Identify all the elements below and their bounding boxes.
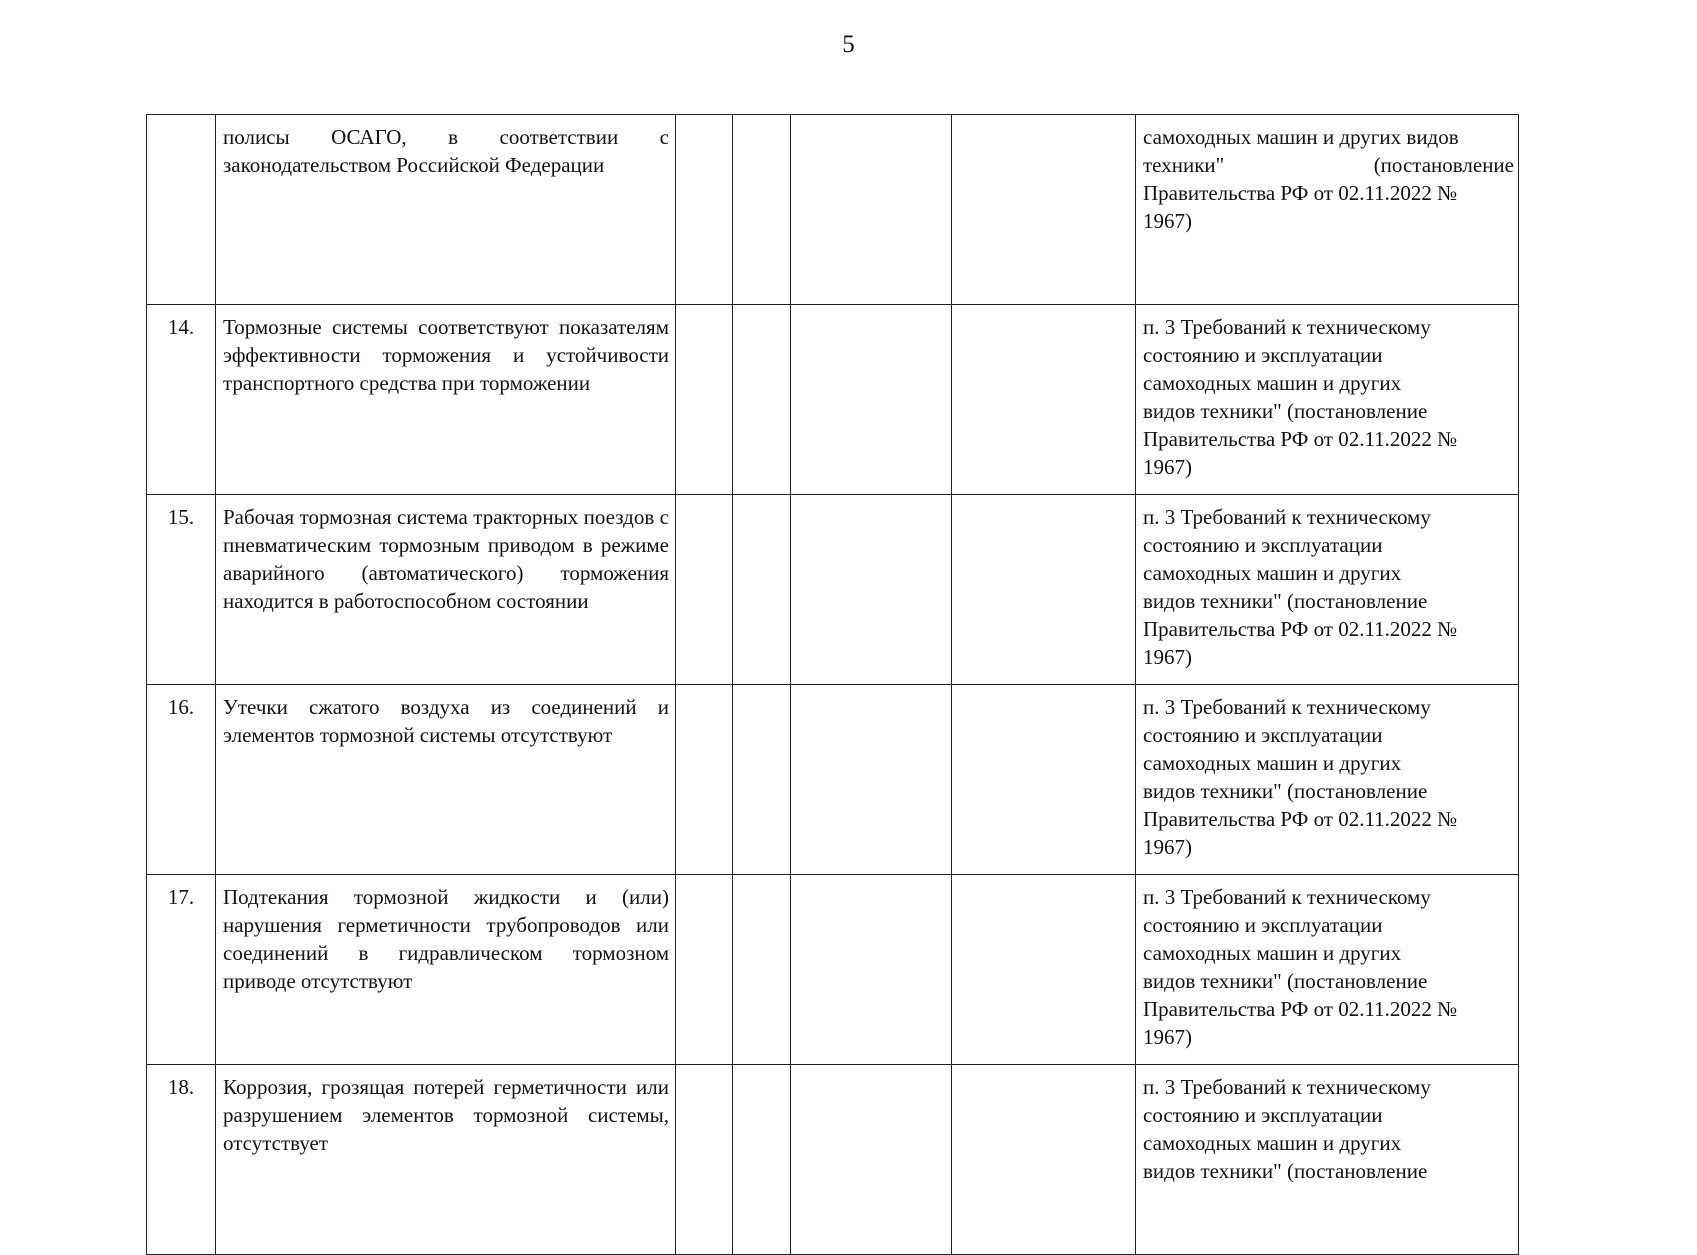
not-applicable-cell <box>791 875 952 1065</box>
answer-yes-cell <box>676 115 733 305</box>
table-row <box>147 685 1519 875</box>
legal-reference-word: (постановление <box>1373 153 1514 177</box>
note-cell <box>952 495 1136 685</box>
legal-reference-line: состоянию и эксплуатации <box>1143 913 1383 937</box>
legal-reference-line: Правительства РФ от 02.11.2022 № <box>1143 181 1458 205</box>
answer-no-cell <box>733 875 791 1065</box>
legal-reference-line: 1967) <box>1143 209 1192 233</box>
legal-reference-line: Правительства РФ от 02.11.2022 № <box>1143 997 1458 1021</box>
note-cell <box>952 875 1136 1065</box>
legal-reference <box>1136 495 1519 685</box>
legal-reference-line: самоходных машин и других <box>1143 561 1402 585</box>
legal-reference-line: п. 3 Требований к техническому <box>1143 315 1431 339</box>
checklist-table <box>146 114 1519 1255</box>
not-applicable-cell <box>791 305 952 495</box>
legal-reference-line: видов техники" (постановление <box>1143 779 1428 803</box>
legal-reference-line: самоходных машин и других <box>1143 1131 1402 1155</box>
legal-reference-line: Правительства РФ от 02.11.2022 № <box>1143 427 1458 451</box>
requirement-text: Тормозные системы соответствуют показателям эффективности торможения и устойчивости транспортного средства при торможении <box>216 305 676 495</box>
table-body <box>147 115 1519 1255</box>
row-number <box>147 115 216 305</box>
legal-reference <box>1136 875 1519 1065</box>
note-cell <box>952 1065 1136 1255</box>
answer-no-cell <box>733 1065 791 1255</box>
legal-reference-line: самоходных машин и других <box>1143 751 1402 775</box>
legal-reference-line: 1967) <box>1143 835 1192 859</box>
legal-reference-line <box>1143 151 1514 179</box>
not-applicable-cell <box>791 1065 952 1255</box>
answer-no-cell <box>733 115 791 305</box>
legal-reference-line: самоходных машин и других <box>1143 941 1402 965</box>
legal-reference-line: самоходных машин и других видов <box>1143 125 1459 149</box>
note-cell <box>952 115 1136 305</box>
answer-no-cell <box>733 685 791 875</box>
legal-reference-line: видов техники" (постановление <box>1143 1159 1428 1183</box>
legal-reference-line: 1967) <box>1143 1025 1192 1049</box>
legal-reference-line: состоянию и эксплуатации <box>1143 1103 1383 1127</box>
page-number: 5 <box>842 31 855 58</box>
row-number: 15. <box>147 495 216 685</box>
not-applicable-cell <box>791 685 952 875</box>
checklist-table-wrapper <box>146 114 1518 1183</box>
legal-reference-line: п. 3 Требований к техническому <box>1143 505 1431 529</box>
legal-reference-line: состоянию и эксплуатации <box>1143 343 1383 367</box>
answer-yes-cell <box>676 305 733 495</box>
legal-reference-line: п. 3 Требований к техническому <box>1143 885 1431 909</box>
legal-reference-line: состоянию и эксплуатации <box>1143 723 1383 747</box>
requirement-text: полисы ОСАГО, в соответствии с законодательством Российской Федерации <box>216 115 676 305</box>
legal-reference <box>1136 305 1519 495</box>
legal-reference <box>1136 685 1519 875</box>
legal-reference-line: 1967) <box>1143 455 1192 479</box>
requirement-text: Рабочая тормозная система тракторных поездов с пневматическим тормозным приводом в режиме аварийного (автоматического) торможения находится в работоспособном состоянии <box>216 495 676 685</box>
legal-reference-line: п. 3 Требований к техническому <box>1143 1075 1431 1099</box>
legal-reference <box>1136 115 1519 305</box>
legal-reference-line: самоходных машин и других <box>1143 371 1402 395</box>
note-cell <box>952 305 1136 495</box>
legal-reference-line: видов техники" (постановление <box>1143 969 1428 993</box>
answer-no-cell <box>733 305 791 495</box>
answer-yes-cell <box>676 875 733 1065</box>
answer-yes-cell <box>676 685 733 875</box>
legal-reference-word: техники" <box>1143 153 1225 177</box>
legal-reference-line: состоянию и эксплуатации <box>1143 533 1383 557</box>
row-number: 14. <box>147 305 216 495</box>
legal-reference <box>1136 1065 1519 1255</box>
table-row <box>147 875 1519 1065</box>
legal-reference-line: видов техники" (постановление <box>1143 399 1428 423</box>
table-row <box>147 495 1519 685</box>
requirement-text: Утечки сжатого воздуха из соединений и элементов тормозной системы отсутствуют <box>216 685 676 875</box>
row-number: 16. <box>147 685 216 875</box>
table-row <box>147 1065 1519 1255</box>
legal-reference-line: Правительства РФ от 02.11.2022 № <box>1143 807 1458 831</box>
table-row <box>147 115 1519 305</box>
row-number: 17. <box>147 875 216 1065</box>
not-applicable-cell <box>791 495 952 685</box>
table-row <box>147 305 1519 495</box>
row-number: 18. <box>147 1065 216 1255</box>
answer-yes-cell <box>676 1065 733 1255</box>
answer-yes-cell <box>676 495 733 685</box>
legal-reference-line: Правительства РФ от 02.11.2022 № <box>1143 617 1458 641</box>
legal-reference-line: 1967) <box>1143 645 1192 669</box>
requirement-text: Коррозия, грозящая потерей герметичности или разрушением элементов тормозной системы, отсутствует <box>216 1065 676 1255</box>
note-cell <box>952 685 1136 875</box>
legal-reference-line: п. 3 Требований к техническому <box>1143 695 1431 719</box>
answer-no-cell <box>733 495 791 685</box>
legal-reference-line: видов техники" (постановление <box>1143 589 1428 613</box>
requirement-text: Подтекания тормозной жидкости и (или) нарушения герметичности трубопроводов или соединений в гидравлическом тормозном приводе отсутствуют <box>216 875 676 1065</box>
not-applicable-cell <box>791 115 952 305</box>
